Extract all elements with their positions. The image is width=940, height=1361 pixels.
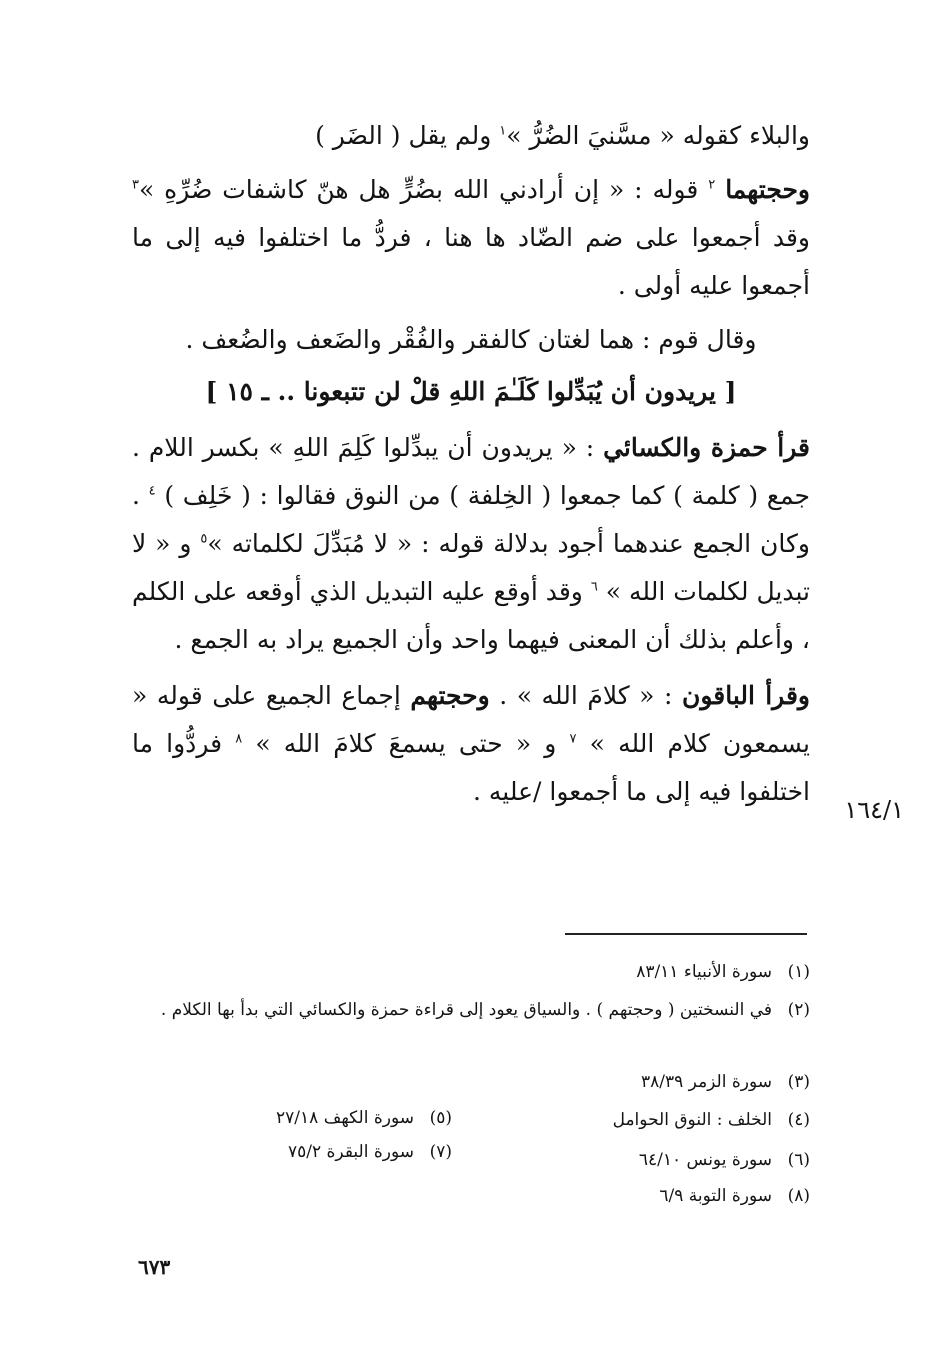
footnote-number: (٧)	[429, 1142, 452, 1162]
main-text	[132, 112, 810, 816]
footnote-number: (٦)	[787, 1150, 810, 1170]
text-run: قوله : « إن أرادني الله بضُرٍّ هل هنّ كاشفات ضُرِّهِ »	[138, 175, 709, 204]
footnote-5	[276, 1104, 452, 1133]
footnote-marker-3: ٣	[132, 177, 139, 193]
footnote-number: (٣)	[787, 1072, 810, 1092]
text-run: وقد أجمعوا على ضم الضّاد ها هنا ، فردُّ ما اختلفوا فيه إلى ما أجمعوا عليه أولى .	[132, 223, 810, 300]
footnote-text: الخلف : النوق الحوامل	[612, 1110, 772, 1130]
footnote-number: (٨)	[787, 1186, 810, 1206]
text-run: ولم يقل ( الضَر )	[315, 121, 500, 150]
footnote-text: سورة التوبة ٦/٩	[659, 1186, 772, 1206]
bold-lead: وقرأ الباقون	[681, 681, 810, 710]
footnote-number: (٤)	[787, 1110, 810, 1130]
verse-heading: [ يريدون أن يُبَدِّلوا كَلَـٰمَ اللهِ قلْ لن تتبعونا .. ـ ١٥ ]	[205, 377, 737, 406]
footnote-text: في النسختين ( وحجتهم ) . والسياق يعود إلى قراءة حمزة والكسائي التي بدأ بها الكلام .	[160, 1000, 772, 1020]
bold-lead: قرأ حمزة والكسائي	[603, 433, 810, 462]
footnote-6	[639, 1146, 810, 1175]
text-run: : « يريدون أن يبدِّلوا كَلِمَ اللهِ » بكسر اللام . جمع ( كلمة ) كما جمعوا ( الخِلفة ) من النوق فقالوا : ( خَلِف )	[132, 433, 810, 510]
footnote-text: سورة الكهف ٢٧/١٨	[276, 1108, 414, 1128]
manuscript-folio-reference: ١٦٤/١	[844, 796, 904, 824]
text-run: والبلاء كقوله « مسَّنيَ الضُرُّ »	[506, 121, 810, 150]
footnote-4	[613, 1106, 810, 1135]
footnote-marker-7: ٧	[569, 731, 577, 747]
footnote-8	[659, 1182, 810, 1211]
footnote-1	[636, 958, 810, 987]
footnote-2	[130, 996, 810, 1025]
footnote-marker-2: ٢	[708, 177, 716, 193]
footnote-number: (٢)	[787, 1000, 810, 1020]
paragraph-hujjatuhuma	[132, 166, 810, 310]
paragraph-balaa	[132, 112, 810, 160]
text-run: . وكان الجمع عندهما أجود بدلالة قوله : « لا مُبَدِّلَ لكلماته »	[132, 481, 810, 558]
footnote-marker-1: ١	[499, 123, 507, 139]
paragraph-baqun	[132, 672, 810, 816]
text-run: وقد أوقع عليه التبديل الذي أوقعه على الكلم ، وأعلم بذلك أن المعنى فيهما واحد وأن الجميع يراد به الجمع .	[132, 577, 810, 654]
text-run: و « حتى يسمعَ كلامَ الله »	[255, 729, 570, 758]
footnote-marker-5: ٥	[200, 531, 208, 547]
footnote-number: (١)	[787, 962, 810, 982]
footnote-text: سورة البقرة ٧٥/٢	[288, 1142, 414, 1162]
text-run: : « كلامَ الله » .	[489, 681, 682, 710]
footnote-marker-4: ٤	[148, 483, 156, 499]
footnote-text: سورة يونس ٦٤/١٠	[638, 1150, 772, 1170]
footnote-number: (٥)	[429, 1108, 452, 1128]
text-run: إجماع الجميع على قوله « يسمعون كلام الله »	[132, 681, 810, 758]
paragraph-qawm: وقال قوم : هما لغتان كالفقر والفُقْر والضَعف والضُعف .	[185, 325, 757, 354]
text-run: فردُّوا ما اختلفوا فيه إلى ما أجمعوا /عليه .	[132, 729, 810, 806]
page-number: ٦٧٣	[138, 1255, 171, 1279]
footnote-7	[288, 1138, 452, 1167]
paragraph-hamza-kisai	[132, 424, 810, 664]
footnote-divider	[565, 933, 807, 935]
text-run: و « لا تبديل لكلمات الله »	[132, 529, 810, 606]
footnote-marker-6: ٦	[590, 579, 598, 595]
footnote-text: سورة الأنبياء ٨٣/١١	[636, 962, 772, 982]
footnote-marker-8: ٨	[235, 731, 243, 747]
bold-lead: وحجتهم	[410, 681, 490, 710]
footnote-text: سورة الزمر ٣٨/٣٩	[641, 1072, 772, 1092]
bold-lead: وحجتهما	[725, 175, 810, 204]
footnote-3	[641, 1068, 810, 1097]
